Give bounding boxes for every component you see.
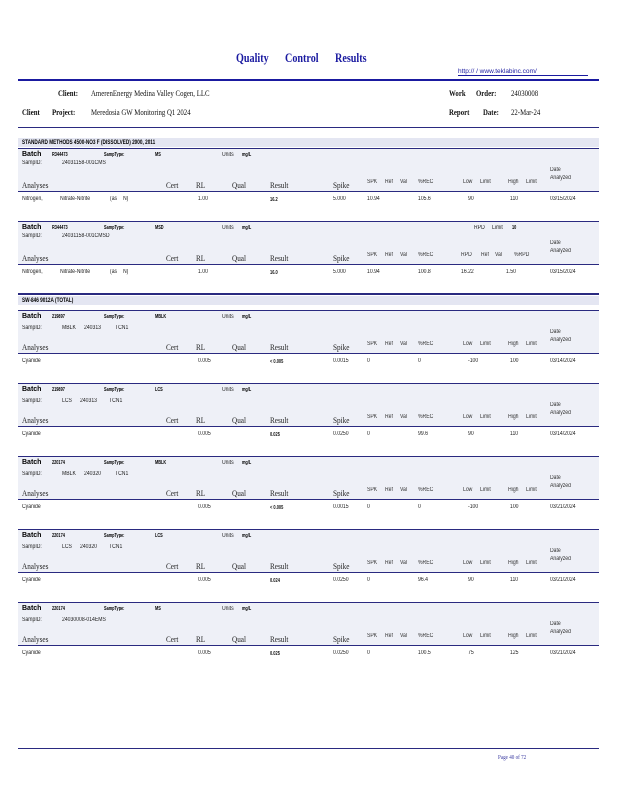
- report-date-label-2: Date:: [483, 108, 499, 117]
- result-value: 0.025: [270, 432, 280, 438]
- col-analyzed: Analyzed: [550, 629, 571, 635]
- sampid-value: LCS: [62, 398, 72, 404]
- spike-value: 0.0250: [333, 577, 349, 583]
- rl-value: 1.00: [198, 269, 208, 275]
- report-date-value: 22-Mar-24: [511, 108, 541, 117]
- col-limit: Limit: [480, 414, 491, 420]
- report-date-label: Report: [449, 108, 470, 117]
- col-date: Date: [550, 548, 561, 554]
- samptype-label: SampType:: [104, 152, 125, 158]
- rpd-limit-value: 10: [512, 225, 517, 231]
- samptype-label: SampType:: [104, 314, 125, 320]
- prec-value: 0: [418, 504, 421, 510]
- col-high: High: [508, 179, 519, 185]
- col-limit: Limit: [480, 341, 491, 347]
- prec-value: 0: [418, 358, 421, 364]
- col-high: High: [508, 341, 519, 347]
- low-limit-value: -100: [468, 358, 479, 364]
- col-spike: Spike: [333, 635, 350, 644]
- col-result: Result: [270, 562, 289, 571]
- col-prec: %REC: [418, 414, 434, 420]
- units-label: Units: [222, 314, 234, 320]
- col-date: Date: [550, 329, 561, 335]
- spike-value: 5.000: [333, 269, 346, 275]
- units-label: Units: [222, 225, 234, 231]
- col-cert: Cert: [166, 254, 179, 263]
- col-spike: Spike: [333, 181, 350, 190]
- samptype-value: LCS: [155, 387, 163, 393]
- sampid-value-2: 240320: [80, 544, 98, 550]
- sampid-value: 24030008-014EMS: [62, 617, 106, 623]
- prec-value: 105.6: [418, 196, 431, 202]
- col-spk: SPK: [367, 487, 378, 493]
- sampid-value-3: TCN1: [109, 398, 123, 404]
- analyte-name-2: Nitrate-Nitrite: [60, 269, 91, 275]
- col-ref: Ref: [385, 179, 393, 185]
- high-limit-value: 125: [510, 650, 519, 656]
- samptype-label: SampType:: [104, 533, 125, 539]
- col-result: Result: [270, 416, 289, 425]
- rl-value: 0.005: [198, 431, 211, 437]
- date-value: 03/21/2024: [550, 504, 576, 510]
- work-order-label: Work: [449, 89, 466, 98]
- col-qual: Qual: [232, 562, 247, 571]
- col-cert: Cert: [166, 343, 179, 352]
- rl-value: 1.00: [198, 196, 208, 202]
- prec-value: 100.5: [418, 650, 431, 656]
- col-spike: Spike: [333, 254, 350, 263]
- units-label: Units: [222, 460, 234, 466]
- col-prec: %REC: [418, 341, 434, 347]
- col-limit-2: Limit: [526, 341, 537, 347]
- samptype-label: SampType:: [104, 387, 125, 393]
- high-limit-value: 110: [510, 431, 519, 437]
- col-ref: Ref: [385, 633, 393, 639]
- batch-value: 220174: [52, 460, 65, 466]
- samptype-value: MBLK: [155, 314, 167, 320]
- col-spike: Spike: [333, 562, 350, 571]
- sampid-label: SampID:: [22, 617, 42, 623]
- col-analyses: Analyses: [22, 635, 49, 644]
- col-qual: Qual: [232, 343, 247, 352]
- date-value: 03/15/2024: [550, 196, 576, 202]
- units-label: Units: [222, 533, 234, 539]
- col-spike: Spike: [333, 416, 350, 425]
- analyte-name: Nitrogen,: [22, 269, 43, 275]
- spike-value: 0.0015: [333, 358, 349, 364]
- rl-value: 0.005: [198, 358, 211, 364]
- title-word-quality: Quality: [236, 50, 269, 65]
- col-val: Val: [400, 414, 407, 420]
- section-title: SW-846 9012A (TOTAL): [22, 297, 74, 304]
- col-spk: SPK: [367, 414, 378, 420]
- sampid-value: LCS: [62, 544, 72, 550]
- col-ref: Ref: [385, 341, 393, 347]
- sampid-value: 24031158-001CMSD: [62, 233, 110, 239]
- prpd-value: 1.50: [506, 269, 516, 275]
- units-value: mg/L: [242, 225, 252, 231]
- spk-ref-value: 10.94: [367, 269, 380, 275]
- spk-ref-value: 0: [367, 504, 370, 510]
- col-spike: Spike: [333, 489, 350, 498]
- col-result: Result: [270, 181, 289, 190]
- analyte-name: Nitrogen,: [22, 196, 43, 202]
- col-val: Val: [400, 252, 407, 258]
- client-project-label: Client: [22, 108, 40, 117]
- col-rl: RL: [196, 416, 206, 425]
- units-value: mg/L: [242, 460, 252, 466]
- col-prec: %REC: [418, 252, 434, 258]
- rpd-ref-value: 16.22: [461, 269, 474, 275]
- units-value: mg/L: [242, 314, 252, 320]
- col-ref-2: Ref: [481, 252, 489, 258]
- section-header-cyanide: [18, 296, 599, 305]
- sampid-value-3: TCN1: [109, 544, 123, 550]
- col-val: Val: [400, 560, 407, 566]
- batch-value: 220174: [52, 606, 65, 612]
- rl-value: 0.005: [198, 577, 211, 583]
- result-value: 0.025: [270, 651, 280, 657]
- col-rl: RL: [196, 181, 206, 190]
- samptype-value: LCS: [155, 533, 163, 539]
- project-value: Meredosia GW Monitoring Q1 2024: [91, 108, 191, 117]
- col-rpd: RPD: [461, 252, 472, 258]
- col-qual: Qual: [232, 416, 247, 425]
- sampid-label: SampID:: [22, 544, 42, 550]
- col-val-2: Val: [495, 252, 502, 258]
- col-high: High: [508, 633, 519, 639]
- units-value: mg/L: [242, 606, 252, 612]
- col-val: Val: [400, 341, 407, 347]
- analyte-name-3: (as: [110, 196, 118, 202]
- sampid-label: SampID:: [22, 160, 42, 166]
- result-value: < 0.005: [270, 505, 284, 511]
- col-analyses: Analyses: [22, 416, 49, 425]
- col-analyzed: Analyzed: [550, 410, 571, 416]
- col-cert: Cert: [166, 416, 179, 425]
- col-cert: Cert: [166, 489, 179, 498]
- batch-value: R344473: [52, 225, 68, 231]
- low-limit-value: 90: [468, 577, 474, 583]
- batch-label: Batch: [22, 224, 42, 231]
- col-analyzed: Analyzed: [550, 556, 571, 562]
- col-rl: RL: [196, 343, 206, 352]
- col-limit: Limit: [480, 633, 491, 639]
- high-limit-value: 110: [510, 577, 519, 583]
- units-value: mg/L: [242, 533, 252, 539]
- col-limit: Limit: [480, 560, 491, 566]
- batch-label: Batch: [22, 386, 42, 393]
- col-prec: %REC: [418, 633, 434, 639]
- col-high: High: [508, 560, 519, 566]
- sampid-label: SampID:: [22, 471, 42, 477]
- batch-value: 219897: [52, 387, 65, 393]
- col-date: Date: [550, 621, 561, 627]
- sampid-value-3: TCN1: [115, 325, 129, 331]
- col-prpd: %RPD: [514, 252, 530, 258]
- analyte-name: Cyanide: [22, 650, 41, 656]
- batch-label: Batch: [22, 151, 42, 158]
- col-qual: Qual: [232, 489, 247, 498]
- sampid-value-2: 240313: [84, 325, 102, 331]
- batch-value: 220174: [52, 533, 65, 539]
- title-word-results: Results: [335, 50, 367, 65]
- col-spk: SPK: [367, 341, 378, 347]
- analyte-name-4: N): [123, 269, 129, 275]
- col-date: Date: [550, 475, 561, 481]
- spk-ref-value: 0: [367, 431, 370, 437]
- col-low: Low: [463, 560, 473, 566]
- date-value: 03/14/2024: [550, 431, 576, 437]
- spike-value: 0.0250: [333, 650, 349, 656]
- header-divider: [18, 127, 599, 128]
- low-limit-value: 90: [468, 196, 474, 202]
- spike-value: 0.0015: [333, 504, 349, 510]
- low-limit-value: 75: [468, 650, 474, 656]
- prec-value: 96.4: [418, 577, 428, 583]
- col-qual: Qual: [232, 254, 247, 263]
- units-label: Units: [222, 152, 234, 158]
- samptype-value: MBLK: [155, 460, 167, 466]
- samptype-label: SampType:: [104, 606, 125, 612]
- col-cert: Cert: [166, 562, 179, 571]
- section-divider: [18, 293, 599, 295]
- col-limit: Limit: [480, 179, 491, 185]
- col-low: Low: [463, 341, 473, 347]
- col-spike: Spike: [333, 343, 350, 352]
- batch-label: Batch: [22, 313, 42, 320]
- high-limit-value: 110: [510, 196, 519, 202]
- col-cert: Cert: [166, 635, 179, 644]
- result-value: 16.2: [270, 197, 278, 203]
- col-analyzed: Analyzed: [550, 248, 571, 254]
- work-order-value: 24030008: [511, 89, 539, 98]
- samptype-value: MSD: [155, 225, 164, 231]
- page-number: Page 40 of 72: [498, 755, 527, 761]
- spk-ref-value: 10.94: [367, 196, 380, 202]
- spike-value: 0.0250: [333, 431, 349, 437]
- col-result: Result: [270, 343, 289, 352]
- col-analyses: Analyses: [22, 489, 49, 498]
- col-ref: Ref: [385, 252, 393, 258]
- result-value: 16.0: [270, 270, 278, 276]
- col-date: Date: [550, 240, 561, 246]
- col-result: Result: [270, 489, 289, 498]
- rpd-label: RPD: [474, 225, 485, 231]
- section-title: STANDARD METHODS 4500-NO3 F (DISSOLVED) 2000, 2011: [22, 139, 156, 146]
- col-rl: RL: [196, 489, 206, 498]
- batch-value: R344473: [52, 152, 68, 158]
- batch-label: Batch: [22, 605, 42, 612]
- col-analyzed: Analyzed: [550, 175, 571, 181]
- date-value: 03/21/2024: [550, 577, 576, 583]
- rl-value: 0.005: [198, 650, 211, 656]
- col-spk: SPK: [367, 252, 378, 258]
- col-limit-2: Limit: [526, 633, 537, 639]
- col-val: Val: [400, 633, 407, 639]
- client-value: AmerenEnergy Medina Valley Cogen, LLC: [91, 89, 210, 98]
- rl-value: 0.005: [198, 504, 211, 510]
- col-date: Date: [550, 402, 561, 408]
- date-value: 03/15/2024: [550, 269, 576, 275]
- result-value: < 0.005: [270, 359, 284, 365]
- col-low: Low: [463, 487, 473, 493]
- samptype-label: SampType:: [104, 460, 125, 466]
- col-limit-2: Limit: [526, 487, 537, 493]
- col-result: Result: [270, 254, 289, 263]
- high-limit-value: 100: [510, 358, 519, 364]
- col-qual: Qual: [232, 635, 247, 644]
- col-prec: %REC: [418, 487, 434, 493]
- analyte-name-2: Nitrate-Nitrite: [60, 196, 91, 202]
- batch-value: 219897: [52, 314, 65, 320]
- analyte-name-3: (as: [110, 269, 118, 275]
- col-val: Val: [400, 179, 407, 185]
- low-limit-value: 90: [468, 431, 474, 437]
- spk-ref-value: 0: [367, 650, 370, 656]
- analyte-name: Cyanide: [22, 504, 41, 510]
- col-rl: RL: [196, 562, 206, 571]
- col-val: Val: [400, 487, 407, 493]
- sampid-value-3: TCN1: [115, 471, 129, 477]
- lab-website-link[interactable]: http:// / www.teklabinc.com/: [458, 68, 588, 76]
- spk-ref-value: 0: [367, 358, 370, 364]
- col-limit: Limit: [480, 487, 491, 493]
- col-qual: Qual: [232, 181, 247, 190]
- sampid-label: SampID:: [22, 233, 42, 239]
- samptype-label: SampType:: [104, 225, 125, 231]
- col-result: Result: [270, 635, 289, 644]
- units-value: mg/L: [242, 387, 252, 393]
- units-value: mg/L: [242, 152, 252, 158]
- col-prec: %REC: [418, 179, 434, 185]
- sampid-label: SampID:: [22, 398, 42, 404]
- analyte-name: Cyanide: [22, 431, 41, 437]
- sampid-value: MBLK: [62, 471, 76, 477]
- sampid-value-2: 240313: [80, 398, 98, 404]
- col-rl: RL: [196, 635, 206, 644]
- col-analyses: Analyses: [22, 254, 49, 263]
- col-cert: Cert: [166, 181, 179, 190]
- sampid-label: SampID:: [22, 325, 42, 331]
- result-value: 0.024: [270, 578, 280, 584]
- units-label: Units: [222, 606, 234, 612]
- col-limit-2: Limit: [526, 560, 537, 566]
- col-high: High: [508, 487, 519, 493]
- client-label: Client:: [58, 89, 79, 98]
- sampid-value: 24031158-001CMS: [62, 160, 106, 166]
- col-analyses: Analyses: [22, 181, 49, 190]
- col-low: Low: [463, 633, 473, 639]
- analyte-name: Cyanide: [22, 577, 41, 583]
- col-low: Low: [463, 179, 473, 185]
- col-ref: Ref: [385, 414, 393, 420]
- col-analyzed: Analyzed: [550, 483, 571, 489]
- col-limit-2: Limit: [526, 179, 537, 185]
- work-order-label-2: Order:: [476, 89, 497, 98]
- samptype-value: MS: [155, 606, 161, 612]
- high-limit-value: 100: [510, 504, 519, 510]
- footer-rule: [18, 748, 599, 749]
- header-rule: [18, 79, 599, 81]
- units-label: Units: [222, 387, 234, 393]
- prec-value: 99.6: [418, 431, 428, 437]
- col-ref: Ref: [385, 487, 393, 493]
- col-rl: RL: [196, 254, 206, 263]
- col-spk: SPK: [367, 179, 378, 185]
- rpd-limit-label: Limit: [492, 225, 503, 231]
- spk-ref-value: 0: [367, 577, 370, 583]
- col-high: High: [508, 414, 519, 420]
- analyte-name: Cyanide: [22, 358, 41, 364]
- samptype-value: MS: [155, 152, 161, 158]
- sampid-value-2: 240320: [84, 471, 102, 477]
- col-low: Low: [463, 414, 473, 420]
- analyte-name-4: N): [123, 196, 129, 202]
- date-value: 03/21/2024: [550, 650, 576, 656]
- col-spk: SPK: [367, 560, 378, 566]
- spike-value: 5.000: [333, 196, 346, 202]
- col-date: Date: [550, 167, 561, 173]
- title-word-control: Control: [285, 50, 319, 65]
- batch-label: Batch: [22, 459, 42, 466]
- col-limit-2: Limit: [526, 414, 537, 420]
- date-value: 03/14/2024: [550, 358, 576, 364]
- col-analyses: Analyses: [22, 343, 49, 352]
- col-ref: Ref: [385, 560, 393, 566]
- col-spk: SPK: [367, 633, 378, 639]
- low-limit-value: -100: [468, 504, 479, 510]
- col-analyses: Analyses: [22, 562, 49, 571]
- prec-value: 100.8: [418, 269, 431, 275]
- col-analyzed: Analyzed: [550, 337, 571, 343]
- batch-label: Batch: [22, 532, 42, 539]
- col-prec: %REC: [418, 560, 434, 566]
- client-project-label-2: Project:: [52, 108, 76, 117]
- sampid-value: MBLK: [62, 325, 76, 331]
